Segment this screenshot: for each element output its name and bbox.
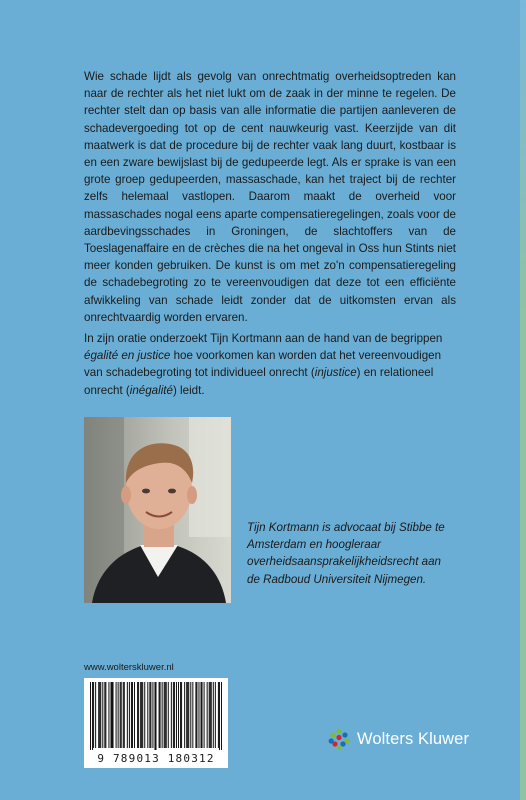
barcode-icon [90,682,222,750]
barcode-bar [127,682,128,748]
barcode-bar [181,682,182,748]
barcode-bar [188,682,189,748]
barcode-bar [105,682,106,748]
barcode-bar [147,682,148,748]
isbn-number: 9 789013 180312 [97,752,215,765]
barcode-bar [180,682,181,748]
author-photo [84,417,231,603]
barcode-bar [124,682,125,748]
barcode-bar [209,682,210,748]
barcode-bar [218,682,219,748]
barcode-bar [111,682,112,748]
barcode-bar [164,682,165,748]
barcode-bar [166,682,167,748]
blurb-italic: égalité en justice [84,349,171,363]
barcode-bar [144,682,145,748]
barcode-bar [171,682,172,748]
barcode-bar [192,682,193,748]
barcode-bar [129,682,130,748]
barcode-bar [99,682,100,748]
barcode-bar [90,682,91,750]
barcode-bar [121,682,122,748]
barcode-bar [155,682,156,750]
barcode-bar [118,682,119,748]
author-portrait-icon [84,417,231,603]
barcode-bar [116,682,117,748]
barcode-bar [190,682,191,748]
barcode-bar [210,682,211,748]
barcode-bar [93,682,94,748]
barcode-bar [110,682,111,748]
barcode-bar [120,682,121,748]
barcode-bar [219,682,220,750]
barcode-bar [176,682,177,748]
barcode-bar [152,682,153,748]
barcode-bar [198,682,199,748]
barcode-bar [202,682,203,748]
publisher-name: Wolters Kluwer [357,729,470,748]
barcode-bar [174,682,175,748]
barcode-bar [159,682,160,748]
barcode-bar [149,682,150,748]
barcode-bar [178,682,179,748]
barcode-bar [207,682,208,748]
barcode-bar [221,682,222,750]
barcode-bar [138,682,139,748]
barcode-bar [215,682,216,748]
blurb-paragraph-2 [84,330,456,399]
barcode-bar [173,682,174,748]
author-caption: Tijn Kortmann is advocaat bij Stibbe te Amsterdam en hoogleraar overheidsaansprakelijkheidsrecht aan de Radboud Universiteit Nijmegen. [247,521,445,586]
publisher-website: www.wolterskluwer.nl [84,662,174,673]
barcode-bar [150,682,151,748]
barcode-bar [100,682,101,748]
wolters-kluwer-logo-icon [328,728,350,750]
barcode-bar [168,682,169,748]
barcode-bar [141,682,142,748]
barcode-bar [204,682,205,748]
barcode-bar [142,682,143,748]
barcode-bar [131,682,132,748]
barcode-bar [160,682,161,748]
barcode-bar [184,682,185,748]
barcode-bar [201,682,202,748]
barcode-bar [140,682,141,748]
spine-edge [520,0,526,800]
blurb-text: hoe voorkomen kan worden dat het vereenvoudigen van schadebegroting tot individueel onrecht ( [84,349,442,380]
barcode-bar [104,682,105,748]
blurb-text: In zijn oratie onderzoekt Tijn Kortmann aan de hand van de begrippen [84,332,443,345]
wolters-kluwer-logo [328,728,469,750]
blurb-text: ) leidt. [172,383,205,397]
barcode-bar [187,682,188,748]
barcode-bar [132,682,133,748]
barcode-bar [137,682,138,748]
barcode-bar [108,682,109,748]
barcode-bar [213,682,214,748]
barcode-bar [134,682,135,748]
barcode-bar [95,682,96,748]
barcode-bar [113,682,114,748]
blurb-italic: injustice [314,366,357,380]
barcode-bar [98,682,99,748]
barcode-bar [186,682,187,748]
barcode-bar [162,682,163,748]
barcode-bar [123,682,124,748]
barcode-bar [196,682,197,748]
barcode-bar [211,682,212,748]
barcode [84,678,228,768]
barcode-bar [195,682,196,748]
barcode-bar [165,682,166,748]
barcode-bar [92,682,93,750]
barcode-bar [102,682,103,748]
blurb-paragraph-1: Wie schade lijdt als gevolg van onrechtmatig overheidsoptreden kan naar de rechter als het niet lukt om de zaak in der minne te regelen. De rechter stelt dan op basis van alle informatie die partijen aanleveren de schadevergoeding tot op de cent nauwkeurig vast. Keerzijde van dit maatwerk is dat de procedure bij de rechter vaak lang duurt, kostbaar is en een zware bewijslast bij de gedupeerde legt. Als er sprake is van een grote groep gedupeerden, massaschade, kan het traject bij de rechter zelfs helemaal vastlopen. Daarom maakt de overheid voor massaschades nogal eens aparte compensatieregelingen, zoals voor de aardbevingsschades in Groningen, de slachtoffers van de Toeslagenaffaire en de crèches die na het ongeval in Oss hun Stints niet meer konden gebruiken. De kunst is om met zo'n compensatieregeling de schadebegroting zo te vereenvoudigen dat deze tot een efficiënte afwikkeling van schade leidt zonder dat de uitkomsten ervan als onrechtvaardig worden ervaren. [84,70,456,324]
barcode-bar [154,682,155,750]
blurb-italic: inégalité [129,383,173,397]
blurb-text: ) en relationeel onrecht ( [84,366,434,397]
